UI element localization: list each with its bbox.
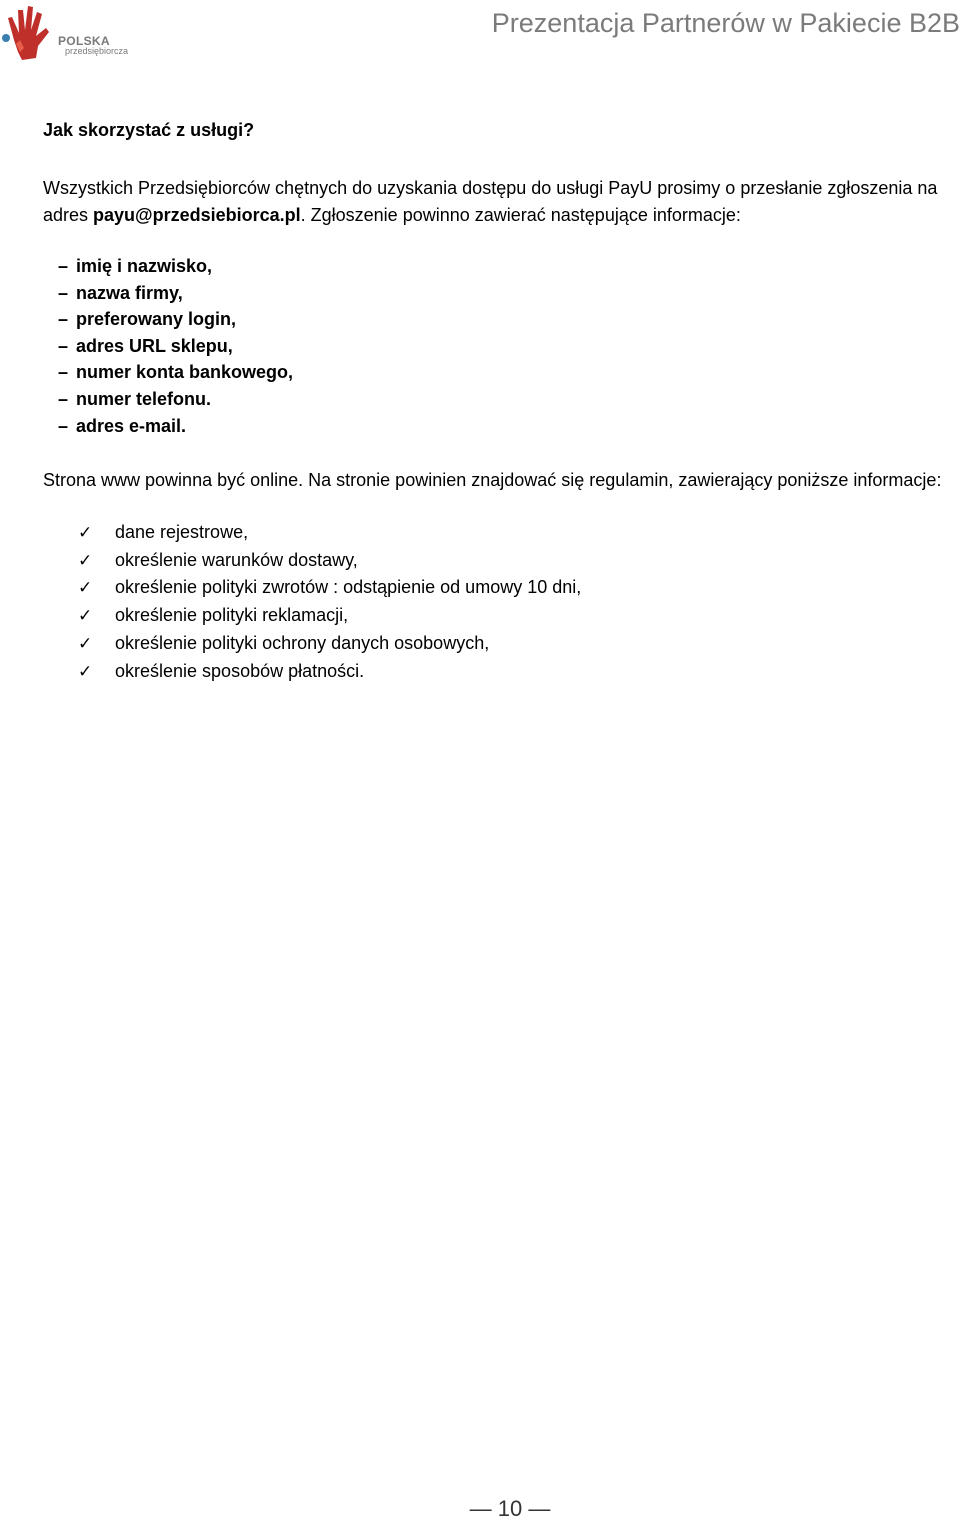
checkmark-icon: ✓ xyxy=(78,606,93,626)
list-item: – numer telefonu. xyxy=(58,386,293,413)
dash-left-icon: — xyxy=(469,1496,498,1521)
list-item: – adres e-mail. xyxy=(58,413,293,440)
list-item: ✓ określenie polityki ochrony danych osobowych, xyxy=(78,630,581,658)
dash-bullet-icon: – xyxy=(58,309,69,330)
email-address: payu@przedsiebiorca.pl xyxy=(93,204,301,225)
logo-title: POLSKA xyxy=(58,34,110,48)
list-item: ✓ określenie warunków dostawy, xyxy=(78,547,581,575)
required-info-list xyxy=(58,253,293,439)
logo xyxy=(0,0,135,66)
list-item: ✓ określenie sposobów płatności. xyxy=(78,658,581,686)
regulation-info-list xyxy=(78,519,581,685)
logo-subtitle: przedsiębiorcza xyxy=(65,46,129,56)
list-item: ✓ określenie polityki zwrotów : odstąpienie od umowy 10 dni, xyxy=(78,574,581,602)
intro-text-after: . Zgłoszenie powinno zawierać następujące informacje: xyxy=(300,204,741,225)
list-item: – adres URL sklepu, xyxy=(58,333,293,360)
dash-bullet-icon: – xyxy=(58,256,69,276)
list-item: – numer konta bankowego, xyxy=(58,359,293,386)
checkmark-icon: ✓ xyxy=(78,661,93,681)
checkmark-icon: ✓ xyxy=(78,633,93,653)
header-title: Prezentacja Partnerów w Pakiecie B2B xyxy=(491,8,960,38)
dash-bullet-icon: – xyxy=(58,388,69,409)
list-item: ✓ określenie polityki reklamacji, xyxy=(78,602,581,630)
checkmark-icon: ✓ xyxy=(78,578,93,598)
list-item: – imię i nazwisko, xyxy=(58,253,293,280)
website-paragraph: Strona www powinna być online. Na stronie powinien znajdować się regulamin, zawierający poniższe informacje: xyxy=(43,470,942,490)
list-item: – preferowany login, xyxy=(58,306,293,333)
dash-bullet-icon: – xyxy=(58,362,69,383)
list-item: ✓ dane rejestrowe, xyxy=(78,519,581,547)
section-heading: Jak skorzystać z usługi? xyxy=(43,120,255,140)
dash-bullet-icon: – xyxy=(58,335,69,356)
checkmark-icon: ✓ xyxy=(78,523,93,542)
page-number: — 10 — xyxy=(469,1496,551,1521)
dash-bullet-icon: – xyxy=(58,282,69,303)
hand-logo-icon xyxy=(0,0,135,66)
dash-right-icon: — xyxy=(522,1496,551,1521)
intro-text-before: Wszystkich Przedsiębiorców chętnych do uzyskania dostępu do usługi PayU prosimy o przesłanie zgłoszenia na adres xyxy=(43,178,938,225)
list-item: – nazwa firmy, xyxy=(58,280,293,307)
checkmark-icon: ✓ xyxy=(78,550,93,570)
intro-paragraph xyxy=(43,175,958,228)
dash-bullet-icon: – xyxy=(58,415,69,436)
